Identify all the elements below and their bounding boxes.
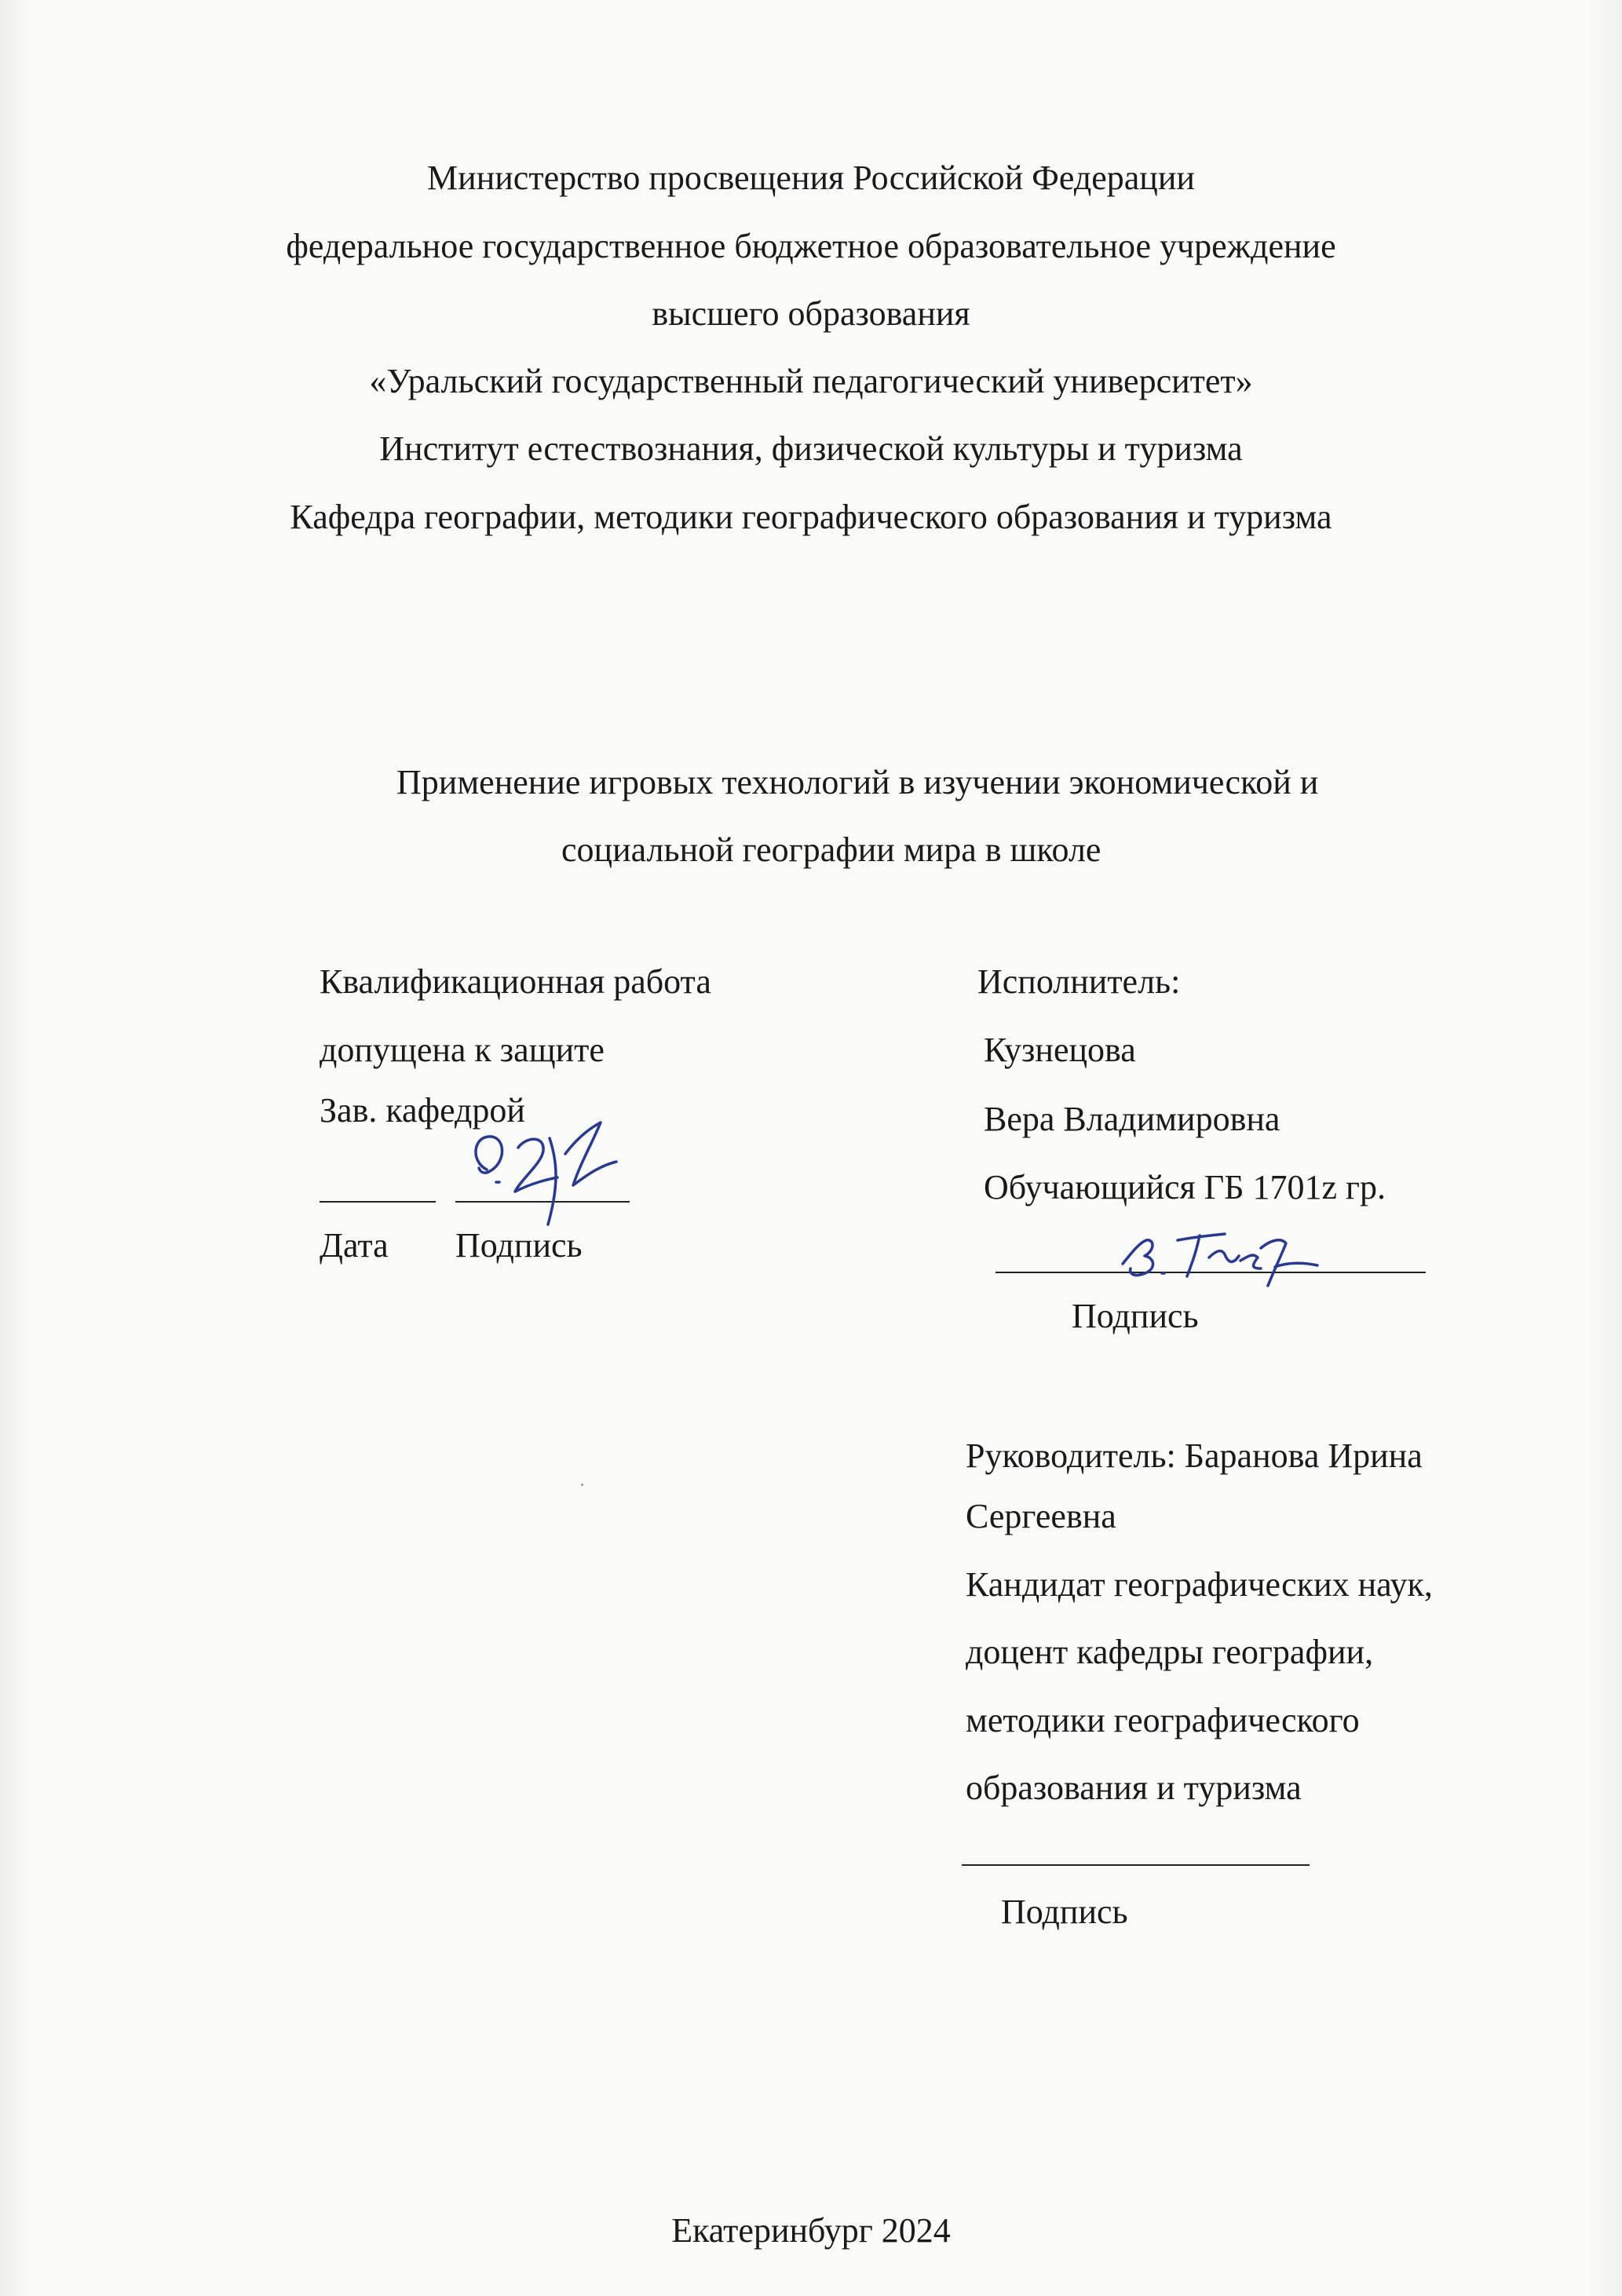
thesis-title-line-2: социальной географии мира в школе: [561, 830, 1101, 869]
head-signature-label: Подпись: [455, 1226, 583, 1265]
executor-given-names: Вера Владимировна: [984, 1100, 1280, 1138]
approval-line-3: Зав. кафедрой: [320, 1091, 525, 1130]
supervisor-line-1: Руководитель: Баранова Ирина: [966, 1436, 1423, 1475]
ministry-name: Министерство просвещения Российской Федерации: [427, 159, 1195, 197]
institution-type: федеральное государственное бюджетное образовательное учреждение: [286, 227, 1336, 265]
executor-heading: Исполнитель:: [977, 962, 1181, 1001]
city-year: Екатеринбург 2024: [671, 2211, 951, 2250]
supervisor-line-5: методики географического: [966, 1701, 1360, 1739]
education-level: высшего образования: [652, 294, 970, 333]
executor-student-group: Обучающийся ГБ 1701z гр.: [984, 1168, 1386, 1206]
executor-signature-image: [1107, 1217, 1327, 1303]
approval-line-1: Квалификационная работа: [320, 962, 711, 1001]
date-blank-line: [320, 1201, 436, 1203]
thesis-title-line-1: Применение игровых технологий в изучении экономической и: [396, 763, 1319, 801]
approval-line-2: допущена к защите: [320, 1031, 605, 1069]
department-name: Кафедра географии, методики географического образования и туризма: [290, 498, 1332, 536]
scan-speck: [581, 1484, 583, 1486]
executor-signature-label: Подпись: [1072, 1297, 1199, 1335]
supervisor-line-3: Кандидат географических наук,: [966, 1565, 1433, 1604]
date-label: Дата: [320, 1226, 389, 1265]
executor-surname: Кузнецова: [984, 1031, 1136, 1069]
head-signature-image: [440, 1107, 644, 1232]
university-name: «Уральский государственный педагогический университет»: [369, 362, 1253, 400]
supervisor-line-6: образования и туризма: [966, 1769, 1302, 1807]
institute-name: Институт естествознания, физической культуры и туризма: [379, 429, 1243, 468]
supervisor-line-2: Сергеевна: [966, 1497, 1116, 1535]
supervisor-signature-label: Подпись: [1001, 1893, 1128, 1931]
supervisor-signature-line: [962, 1864, 1310, 1866]
supervisor-line-4: доцент кафедры географии,: [966, 1633, 1374, 1671]
